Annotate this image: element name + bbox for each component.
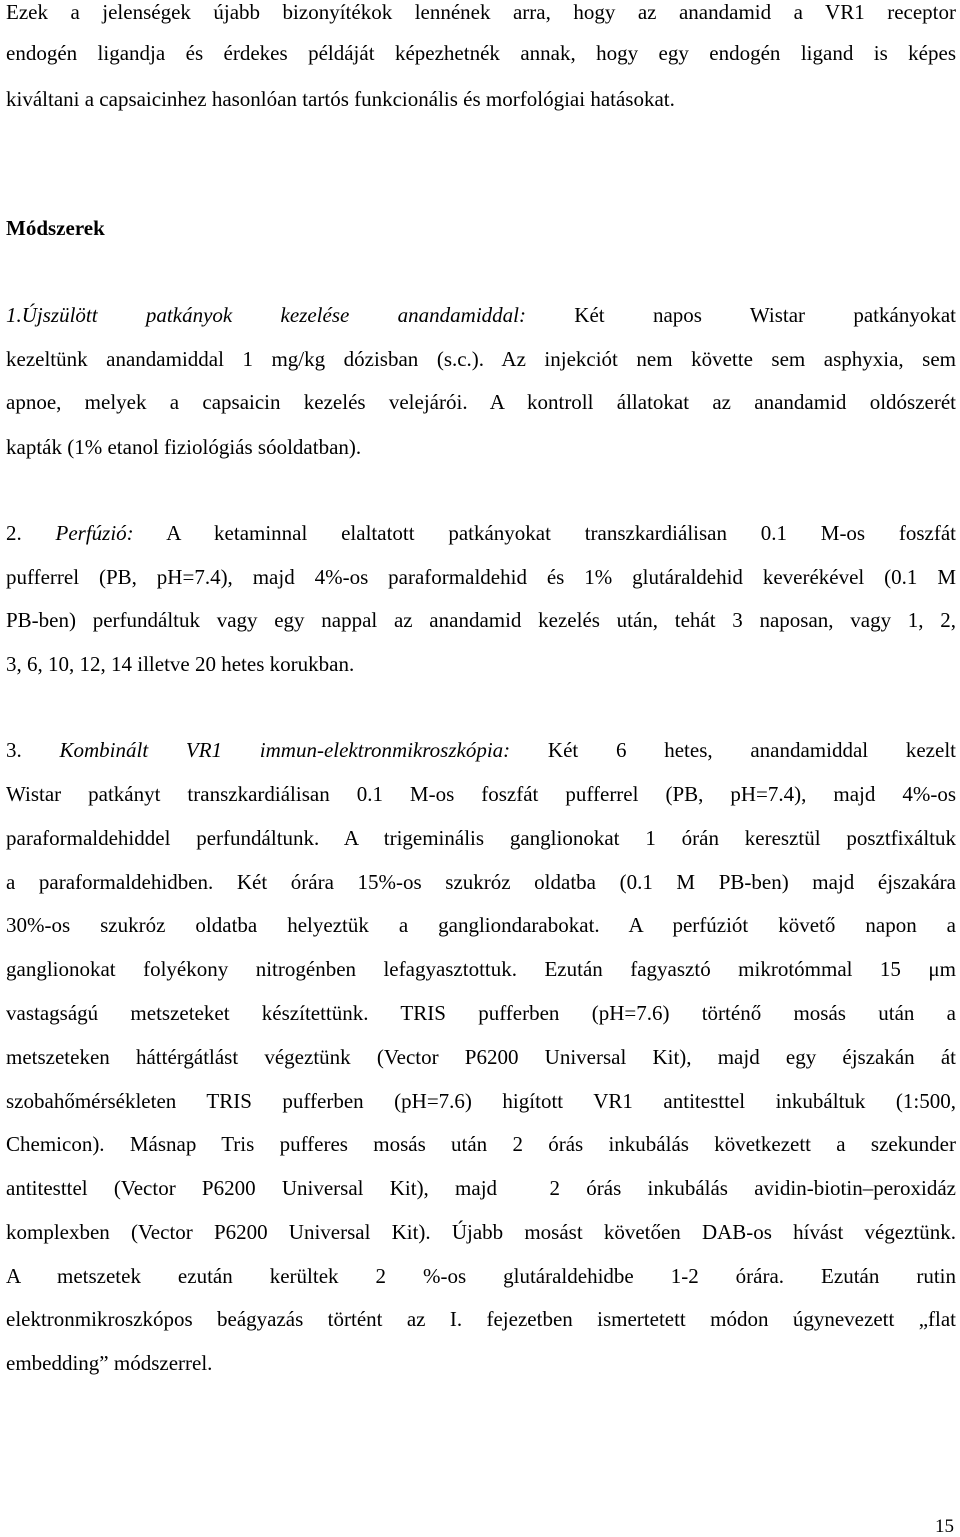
intro-line-1: Ezek a jelenségek újabb bizonyítékok lennének arra, hogy az anandamid a VR1 receptor bbox=[6, 0, 956, 24]
section3-line-6: ganglionokat folyékony nitrogénben lefagyasztottuk. Ezután fagyasztó mikrotómmal 15 μm bbox=[6, 957, 956, 981]
section3-line-8: metszeteken háttérgátlást végeztünk (Vector P6200 Universal Kit), majd egy éjszakán át bbox=[6, 1045, 956, 1069]
section2-line1-text: A ketaminnal elaltatott patkányokat transzkardiálisan 0.1 M-os foszfát bbox=[133, 521, 956, 545]
section2-line-3: PB-ben) perfundáltuk vagy egy nappal az anandamid kezelés után, tehát 3 naposan, vagy 1, 2, bbox=[6, 608, 956, 632]
section3-line-9: szobahőmérsékleten TRIS pufferben (pH=7.6) higított VR1 antitesttel inkubáltuk (1:500, bbox=[6, 1089, 956, 1113]
section1-line-3: apnoe, melyek a capsaicin kezelés velejárói. A kontroll állatokat az anandamid oldószerét bbox=[6, 390, 956, 414]
section2-label: Perfúzió: bbox=[55, 521, 134, 545]
section3-line-5: 30%-os szukróz oldatba helyeztük a gangliondarabokat. A perfúziót követő napon a bbox=[6, 913, 956, 937]
section-heading: Módszerek bbox=[6, 216, 105, 240]
section1-line-1 bbox=[6, 303, 956, 327]
section2-line-1 bbox=[6, 521, 956, 545]
section3-line-11: antitesttel (Vector P6200 Universal Kit), majd 2 órás inkubálás avidin-biotin–peroxidáz bbox=[6, 1176, 956, 1200]
section3-line-13: A metszetek ezután kerültek 2 %-os glutáraldehidbe 1-2 órára. Ezután rutin bbox=[6, 1264, 956, 1288]
page-number: 15 bbox=[935, 1516, 954, 1537]
section1-line1-text: Két napos Wistar patkányokat bbox=[525, 303, 956, 327]
section2-line-4: 3, 6, 10, 12, 14 illetve 20 hetes korukban. bbox=[6, 652, 355, 676]
section3-label: Kombinált VR1 immun-elektronmikroszkópia: bbox=[59, 738, 511, 762]
intro-line-3: kiváltani a capsaicinhez hasonlóan tartós funkcionális és morfológiai hatásokat. bbox=[6, 87, 675, 111]
section3-number: 3. bbox=[6, 738, 60, 762]
section3-line1-text: Két 6 hetes, anandamiddal kezelt bbox=[510, 738, 956, 762]
section1-line-4: kapták (1% etanol fiziológiás sóoldatban). bbox=[6, 435, 362, 459]
section3-line-14: elektronmikroszkópos beágyazás történt az I. fejezetben ismertetett módon úgynevezett „flat bbox=[6, 1307, 956, 1331]
section3-line-1 bbox=[6, 738, 956, 762]
section3-line-7: vastagságú metszeteket készítettünk. TRIS pufferben (pH=7.6) történő mosás után a bbox=[6, 1001, 956, 1025]
section3-line-4: a paraformaldehidben. Két órára 15%-os szukróz oldatba (0.1 M PB-ben) majd éjszakára bbox=[6, 870, 956, 894]
section2-line-2: pufferrel (PB, pH=7.4), majd 4%-os paraformaldehid és 1% glutáraldehid keverékével (0.1 M bbox=[6, 565, 956, 589]
section3-line-10: Chemicon). Másnap Tris pufferes mosás után 2 órás inkubálás következett a szekunder bbox=[6, 1132, 956, 1156]
section1-line-2: kezeltünk anandamiddal 1 mg/kg dózisban (s.c.). Az injekciót nem követte sem asphyxia, sem bbox=[6, 347, 956, 371]
intro-line-2: endogén ligandja és érdekes példáját képezhetnék annak, hogy egy endogén ligand is képes bbox=[6, 41, 956, 65]
section1-label: 1.Újszülött patkányok kezelése anandamiddal: bbox=[6, 303, 526, 327]
section3-line-3: paraformaldehiddel perfundáltunk. A trigeminális ganglionokat 1 órán keresztül posztfixáltuk bbox=[6, 826, 956, 850]
section3-line-15: embedding” módszerrel. bbox=[6, 1351, 213, 1375]
section3-line-2: Wistar patkányt transzkardiálisan 0.1 M-os foszfát pufferrel (PB, pH=7.4), majd 4%-os bbox=[6, 782, 956, 806]
section3-line-12: komplexben (Vector P6200 Universal Kit). Újabb mosást követően DAB-os hívást végeztünk. bbox=[6, 1220, 956, 1244]
section2-number: 2. bbox=[6, 521, 56, 545]
